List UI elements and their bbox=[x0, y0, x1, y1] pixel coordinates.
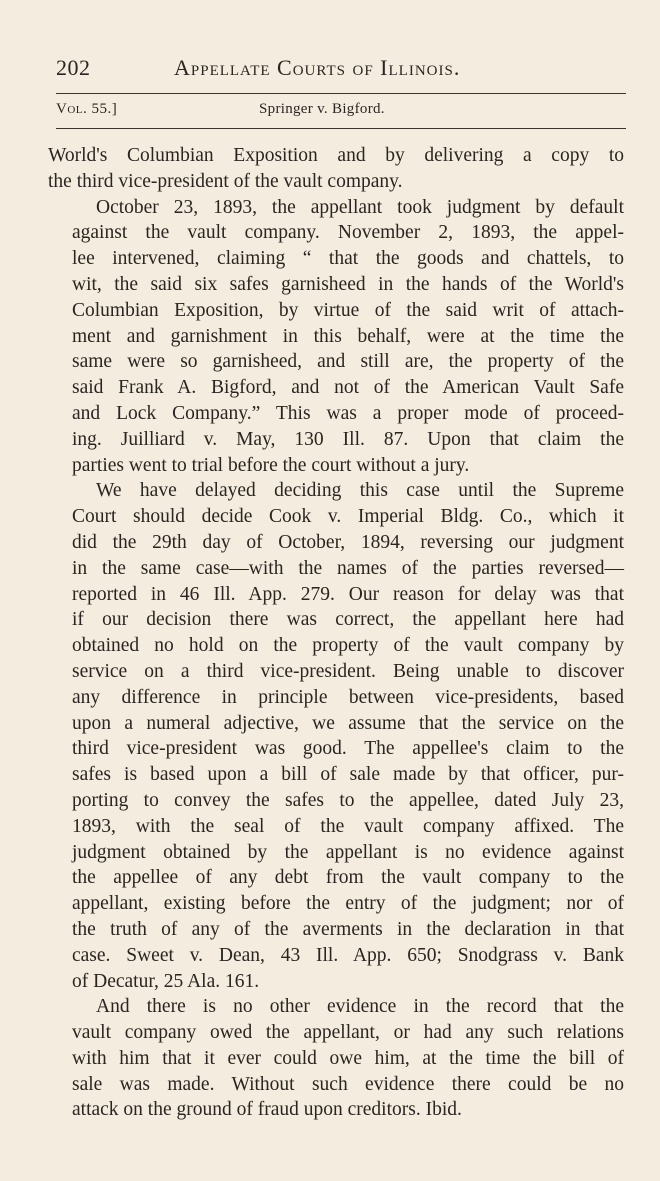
text-line: judgment obtained by the appellant is no evidence against bbox=[72, 841, 624, 863]
paragraph bbox=[48, 994, 624, 1123]
text-line: the appellee of any debt from the vault company to the bbox=[72, 867, 624, 889]
text-line: service on a third vice-president. Being unable to discover bbox=[72, 660, 624, 682]
paragraph bbox=[48, 195, 624, 479]
text-line: October 23, 1893, the appellant took judgment by default bbox=[96, 196, 624, 218]
header-rule-top bbox=[56, 93, 626, 94]
text-line: upon a numeral adjective, we assume that the service on the bbox=[72, 712, 624, 734]
text-line: any difference in principle between vice-presidents, based bbox=[72, 686, 624, 708]
case-title: Springer v. Bigford. bbox=[259, 101, 385, 117]
text-line: attack on the ground of fraud upon creditors. Ibid. bbox=[72, 1099, 462, 1121]
text-line: third vice-president was good. The appellee's claim to the bbox=[72, 738, 624, 760]
text-line: ing. Juilliard v. May, 130 Ill. 87. Upon that claim the bbox=[72, 428, 624, 450]
text-line: against the vault company. November 2, 1893, the appel- bbox=[72, 222, 624, 244]
text-line: said Frank A. Bigford, and not of the American Vault Safe bbox=[72, 377, 624, 399]
running-title: Appellate Courts of Illinois. bbox=[174, 55, 461, 80]
text-line: vault company owed the appellant, or had any such relations bbox=[72, 1022, 624, 1044]
text-line: sale was made. Without such evidence there could be no bbox=[72, 1073, 624, 1095]
case-subheader bbox=[56, 101, 626, 123]
text-line: the third vice-president of the vault company. bbox=[48, 170, 403, 192]
page-number: 202 bbox=[56, 55, 91, 80]
text-line: with him that it ever could owe him, at the time the bill of bbox=[72, 1047, 624, 1069]
text-line: if our decision there was correct, the appellant here had bbox=[72, 609, 624, 631]
paragraph bbox=[48, 478, 624, 994]
text-line: same were so garnisheed, and still are, the property of the bbox=[72, 351, 624, 373]
text-line: parties went to trial before the court without a jury. bbox=[72, 454, 470, 476]
text-line: ment and garnishment in this behalf, were at the time the bbox=[72, 325, 624, 347]
text-line: did the 29th day of October, 1894, reversing our judgment bbox=[72, 531, 624, 553]
text-line: obtained no hold on the property of the vault company by bbox=[72, 635, 624, 657]
opinion-text bbox=[48, 143, 624, 1123]
header-rule-bottom bbox=[56, 128, 626, 129]
paragraph bbox=[48, 143, 624, 195]
text-line: safes is based upon a bill of sale made by that officer, pur- bbox=[72, 764, 624, 786]
text-line: Court should decide Cook v. Imperial Bldg. Co., which it bbox=[72, 506, 624, 528]
text-line: the truth of any of the averments in the declaration in that bbox=[72, 918, 624, 940]
text-line: Columbian Exposition, by virtue of the said writ of attach- bbox=[72, 299, 624, 321]
text-line: of Decatur, 25 Ala. 161. bbox=[72, 970, 260, 992]
text-line: reported in 46 Ill. App. 279. Our reason for delay was that bbox=[72, 583, 624, 605]
text-line: porting to convey the safes to the appellee, dated July 23, bbox=[72, 789, 624, 811]
text-line: appellant, existing before the entry of the judgment; nor of bbox=[72, 893, 624, 915]
text-line: lee intervened, claiming “ that the goods and chattels, to bbox=[72, 248, 624, 270]
text-line: in the same case—with the names of the parties reversed— bbox=[72, 557, 624, 579]
text-line: 1893, with the seal of the vault company affixed. The bbox=[72, 815, 624, 837]
volume-label: Vol. 55.] bbox=[56, 101, 118, 117]
text-line: World's Columbian Exposition and by delivering a copy to bbox=[48, 145, 624, 166]
text-line: wit, the said six safes garnisheed in the hands of the World's bbox=[72, 273, 624, 295]
text-line: and Lock Company.” This was a proper mode of proceed- bbox=[72, 402, 624, 424]
text-line: case. Sweet v. Dean, 43 Ill. App. 650; Snodgrass v. Bank bbox=[72, 944, 624, 966]
text-line: And there is no other evidence in the record that the bbox=[96, 996, 624, 1018]
text-line: We have delayed deciding this case until the Supreme bbox=[96, 480, 624, 502]
page-header bbox=[56, 55, 616, 85]
